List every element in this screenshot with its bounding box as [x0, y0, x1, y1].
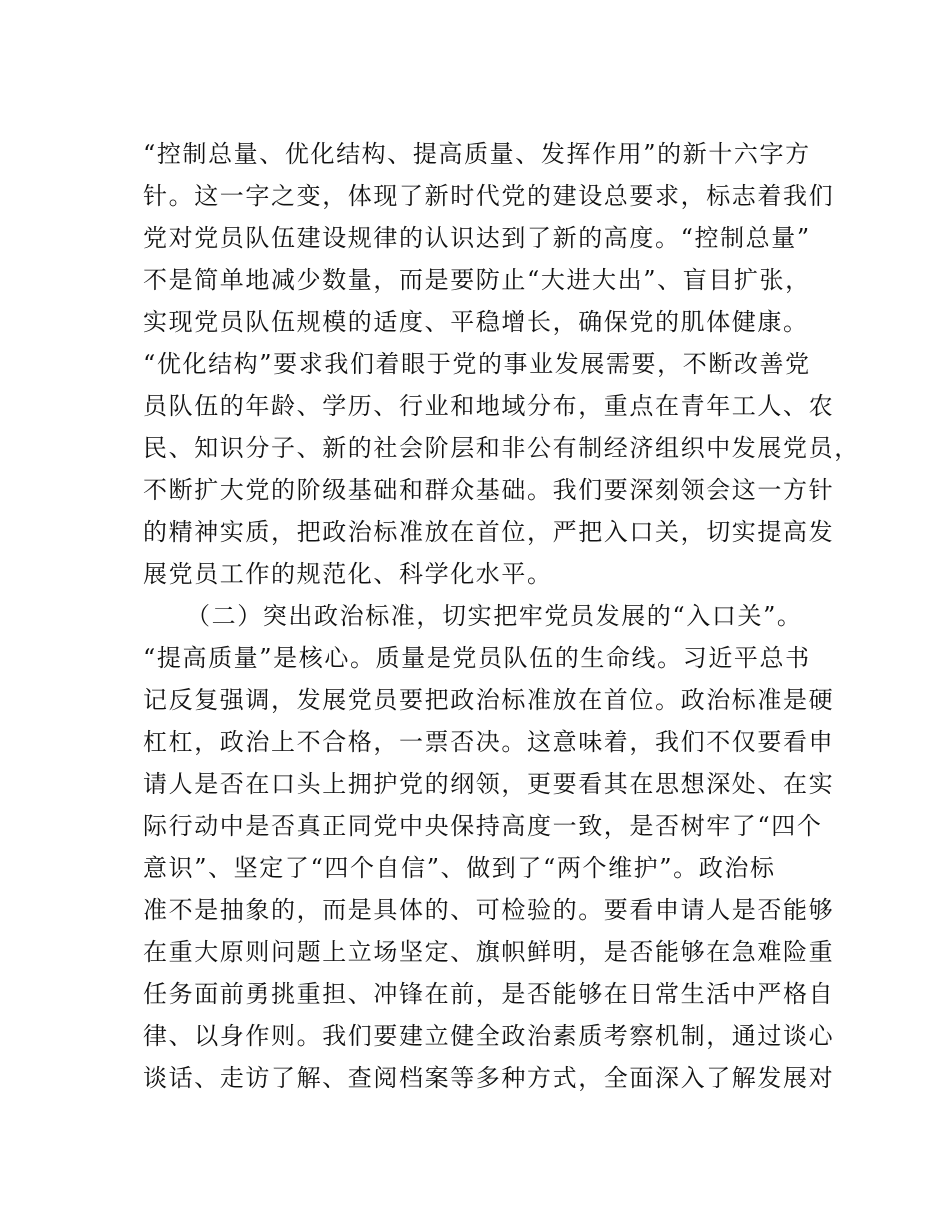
text-line: “控制总量、优化结构、提高质量、发挥作用”的新十六字方 [143, 140, 811, 168]
text-line: 不断扩大党的阶级基础和群众基础。我们要深刻领会这一方针 [143, 476, 835, 504]
text-line: 谈话、走访了解、查阅档案等多种方式，全面深入了解发展对 [143, 1064, 835, 1092]
text-line: 的精神实质，把政治标准放在首位，严把入口关，切实提高发 [143, 518, 835, 546]
text-line: “提高质量”是核心。质量是党员队伍的生命线。习近平总书 [143, 644, 811, 672]
text-line: 针。这一字之变，体现了新时代党的建设总要求，标志着我们 [143, 182, 835, 210]
text-line: 不是简单地减少数量，而是要防止“大进大出”、盲目扩张， [143, 266, 811, 294]
text-line: 准不是抽象的，而是具体的、可检验的。要看申请人是否能够 [143, 896, 835, 924]
text-line: 杠杠，政治上不合格，一票否决。这意味着，我们不仅要看申 [143, 728, 835, 756]
text-line: 展党员工作的规范化、科学化水平。 [143, 560, 553, 588]
text-line: 实现党员队伍规模的适度、平稳增长，确保党的肌体健康。 [143, 308, 809, 336]
text-line: 在重大原则问题上立场坚定、旗帜鲜明，是否能够在急难险重 [143, 938, 835, 966]
text-line: 请人是否在口头上拥护党的纲领，更要看其在思想深处、在实 [143, 770, 835, 798]
text-line: 员队伍的年龄、学历、行业和地域分布，重点在青年工人、农 [143, 392, 835, 420]
section-heading: （二）突出政治标准，切实把牢党员发展的“入口关”。 [186, 602, 803, 630]
text-line: “优化结构”要求我们着眼于党的事业发展需要，不断改善党 [143, 350, 811, 378]
text-line: 党对党员队伍建设规律的认识达到了新的高度。“控制总量” [143, 224, 811, 252]
text-line: 记反复强调，发展党员要把政治标准放在首位。政治标准是硬 [143, 686, 835, 714]
text-line: 民、知识分子、新的社会阶层和非公有制经济组织中发展党员， [143, 434, 860, 462]
text-line: 意识”、坚定了“四个自信”、做到了“两个维护”。政治标 [143, 854, 776, 882]
text-line: 际行动中是否真正同党中央保持高度一致，是否树牢了“四个 [143, 812, 823, 840]
text-line: 任务面前勇挑重担、冲锋在前，是否能够在日常生活中严格自 [143, 980, 835, 1008]
text-line: 律、以身作则。我们要建立健全政治素质考察机制，通过谈心 [143, 1022, 835, 1050]
